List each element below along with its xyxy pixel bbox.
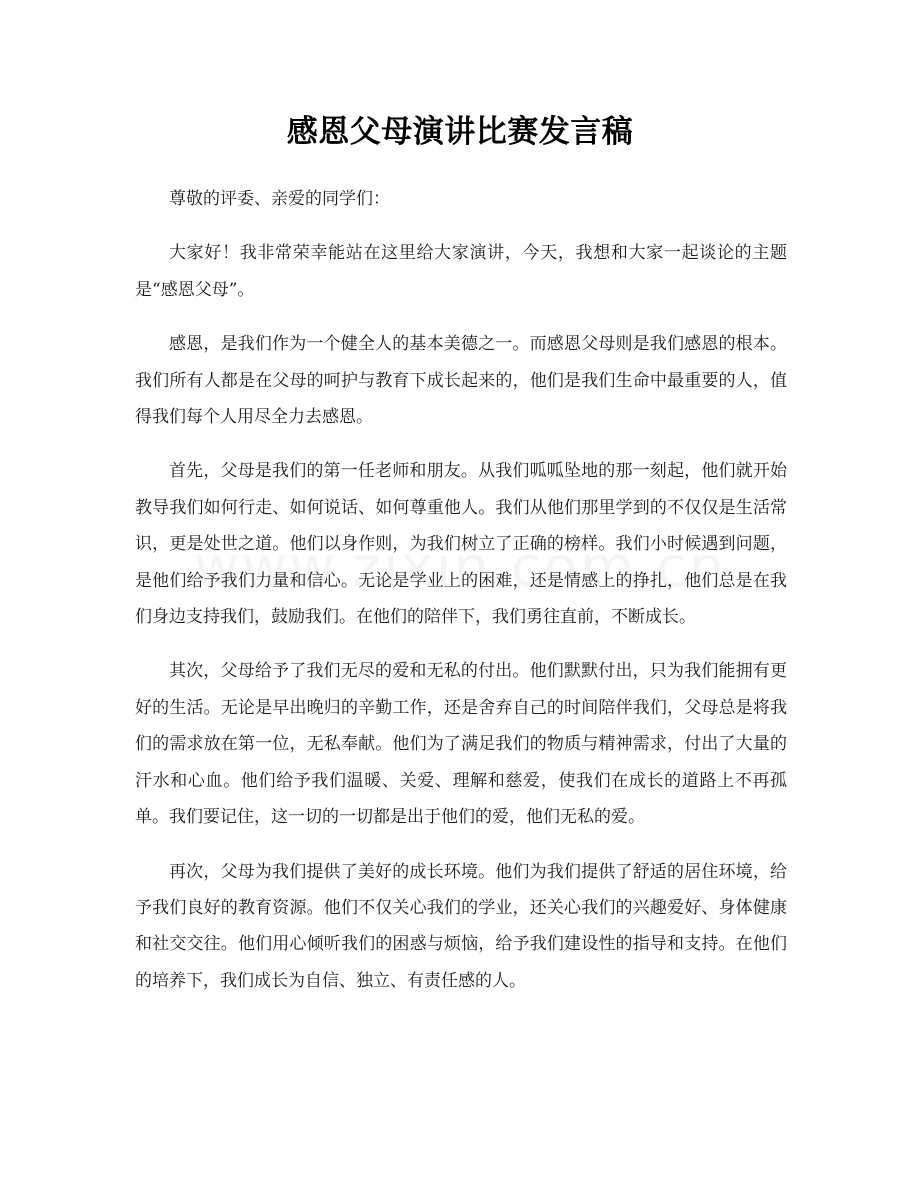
body-paragraph: 首先，父母是我们的第一任老师和朋友。从我们呱呱坠地的那一刻起，他们就开始教导我们如何行走、如何说话、如何尊重他人。我们从他们那里学到的不仅仅是生活常识，更是处世之道。他们以身作则，为我们树立了正确的榜样。我们小时候遇到问题，是他们给予我们力量和信心。无论是学业上的困难，还是情感上的挣扎，他们总是在我们身边支持我们，鼓励我们。在他们的陪伴下，我们勇往直前，不断成长。	[135, 461, 787, 628]
body-paragraph: 再次，父母为我们提供了美好的成长环境。他们为我们提供了舒适的居住环境，给予我们良好的教育资源。他们不仅关心我们的学业，还关心我们的兴趣爱好、身体健康和社交交往。他们用心倾听我们的困惑与烦恼，给予我们建设性的指导和支持。在他们的培养下，我们成长为自信、独立、有责任感的人。	[135, 861, 787, 991]
body-paragraph: 其次，父母给予了我们无尽的爱和无私的付出。他们默默付出，只为我们能拥有更好的生活。无论是早出晚归的辛勤工作，还是舍弃自己的时间陪伴我们，父母总是将我们的需求放在第一位，无私奉献。他们为了满足我们的物质与精神需求，付出了大量的汗水和心血。他们给予我们温暖、关爱、理解和慈爱，使我们在成长的道路上不再孤单。我们要记住，这一切的一切都是出于他们的爱，他们无私的爱。	[135, 661, 787, 828]
greeting-paragraph: 大家好！我非常荣幸能站在这里给大家演讲，今天，我想和大家一起谈论的主题是“感恩父母”。	[135, 243, 787, 300]
body-paragraph: 感恩，是我们作为一个健全人的基本美德之一。而感恩父母则是我们感恩的根本。我们所有人都是在父母的呵护与教育下成长起来的，他们是我们生命中最重要的人，值得我们每个人用尽全力去感恩。	[135, 334, 787, 428]
document-title: 感恩父母演讲比赛发言稿	[286, 114, 634, 150]
salutation-paragraph: 尊敬的评委、亲爱的同学们：	[169, 189, 390, 209]
document-body	[135, 181, 787, 1017]
